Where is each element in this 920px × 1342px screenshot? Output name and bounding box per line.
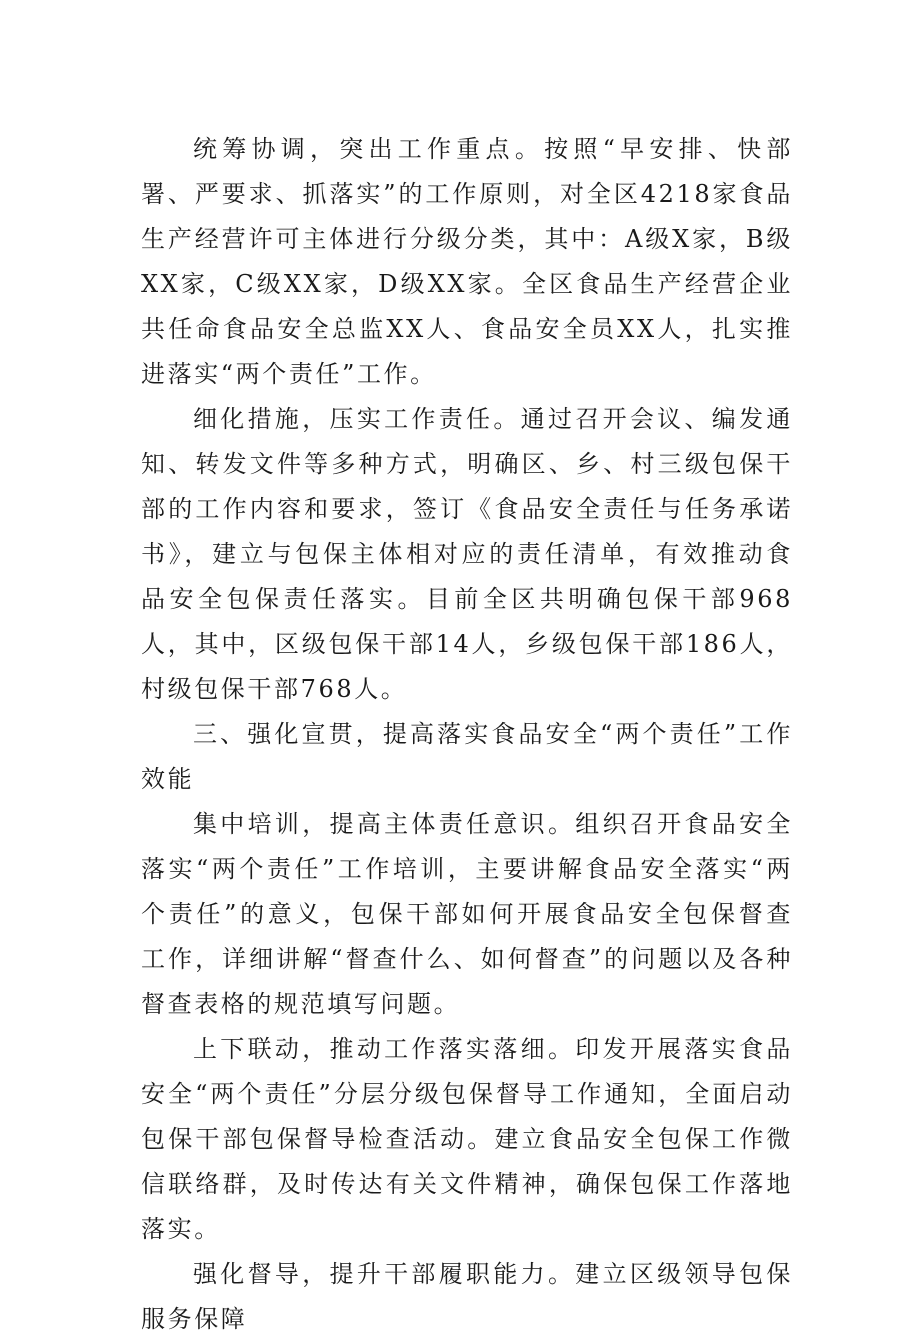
paragraph-centralized-training: 集中培训，提高主体责任意识。组织召开食品安全落实“两个责任”工作培训，主要讲解食品安全落实“两个责任”的意义，包保干部如何开展食品安全包保督查工作，详细讲解“督查什么、如何督查”的问题以及各种督查表格的规范填写问题。 [141,810,793,1018]
section-heading-three: 三、强化宣贯，提高落实食品安全“两个责任”工作效能 [141,720,793,793]
paragraph-refine-measures: 细化措施，压实工作责任。通过召开会议、编发通知、转发文件等多种方式，明确区、乡、村三级包保干部的工作内容和要求，签订《食品安全责任与任务承诺书》，建立与包保主体相对应的责任清单，有效推动食品安全包保责任落实。目前全区共明确包保干部968人，其中，区级包保干部14人，乡级包保干部186人，村级包保干部768人。 [141,405,793,703]
paragraph-overall-coordination: 统筹协调，突出工作重点。按照“早安排、快部署、严要求、抓落实”的工作原则，对全区4218家食品生产经营许可主体进行分级分类，其中：A级X家，B级XX家，C级XX家，D级XX家。全区食品生产经营企业共任命食品安全总监XX人、食品安全员XX人，扎实推进落实“两个责任”工作。 [141,135,793,388]
document-body [141,127,793,1342]
paragraph-strengthen-supervision: 强化督导，提升干部履职能力。建立区级领导包保服务保障 [141,1260,793,1333]
paragraph-linkage: 上下联动，推动工作落实落细。印发开展落实食品安全“两个责任”分层分级包保督导工作通知，全面启动包保干部包保督导检查活动。建立食品安全包保工作微信联络群，及时传达有关文件精神，确保包保工作落地落实。 [141,1035,793,1243]
